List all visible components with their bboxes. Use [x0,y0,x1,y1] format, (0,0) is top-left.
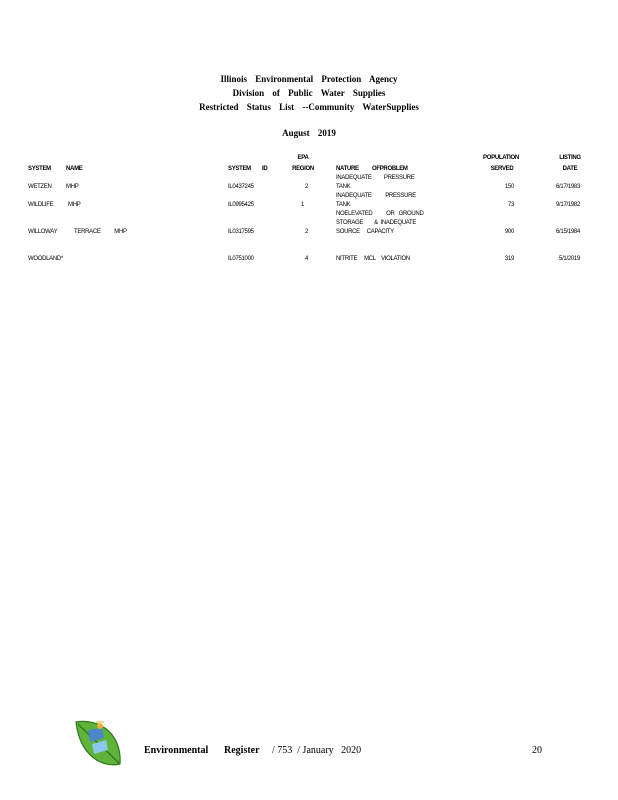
report-date: August 2019 [282,128,336,138]
col-population: POPULATION [483,155,519,161]
row-population: 319 [504,256,514,262]
row-population: 900 [504,229,514,235]
row-name: TERRACE MHP [74,229,127,235]
footer-publication: Environmental [144,745,209,756]
col-listing: LISTING [559,155,581,161]
row-id: IL0995425 [228,202,254,208]
row-nature-line: TANK [336,202,351,208]
footer-issue: / 753 / January 2020 [272,745,362,756]
row-id: IL0751000 [228,256,254,262]
row-nature-line: STORAGE & INADEQUATE [336,220,417,226]
row-population: 150 [504,184,514,190]
row-system: WOODLAND* [28,256,63,262]
row-name: MHP [66,184,79,190]
row-nature-line: SOURCE CAPACITY [336,229,394,235]
row-name: MHP [68,202,81,208]
leaf-logo-icon [70,716,126,772]
col-id: ID [262,166,268,172]
col-name: NAME [66,166,83,172]
row-listing-date: 6/17/1983 [556,184,580,190]
col-system-id: SYSTEM [228,166,251,172]
row-population: 73 [507,202,514,208]
row-id: IL0437245 [228,184,254,190]
col-epa: EPA [297,155,309,161]
list-title: Restricted Status List --Community WaterSupplies [199,102,419,112]
col-system-name: SYSTEM [28,166,51,172]
division-title: Division of Public Water Supplies [232,88,386,98]
row-region: 2 [304,229,308,235]
col-region: REGION [292,166,314,172]
row-nature-line: INADEQUATE PRESSURE [336,193,416,199]
row-listing-date: 6/15/1984 [556,229,580,235]
row-nature-line: TANK [336,184,351,190]
row-nature-line: NOELEVATED OR GROUND [336,211,424,217]
col-of-problem: OFPROBLEM [372,166,408,172]
row-system: WILDLIFE [28,202,54,208]
row-nature-line: NITRITE MCL VIOLATION [336,256,410,262]
row-region: 2 [304,184,308,190]
row-listing-date: 5/1/2019 [559,256,580,262]
footer-register: Register [224,745,260,756]
row-region: 1 [300,202,304,208]
row-id: IL0317595 [228,229,254,235]
row-system: WETZEN [28,184,52,190]
col-nature: NATURE [336,166,359,172]
row-nature-line: INADEQUATE PRESSURE [336,175,415,181]
row-system: WILLOWAY [28,229,58,235]
page-number: 20 [532,745,542,756]
agency-title: Illinois Environmental Protection Agency [220,74,398,84]
row-listing-date: 9/17/1982 [556,202,580,208]
col-served: SERVED [490,166,514,172]
col-date: DATE [562,166,578,172]
row-region: 4 [304,256,308,262]
